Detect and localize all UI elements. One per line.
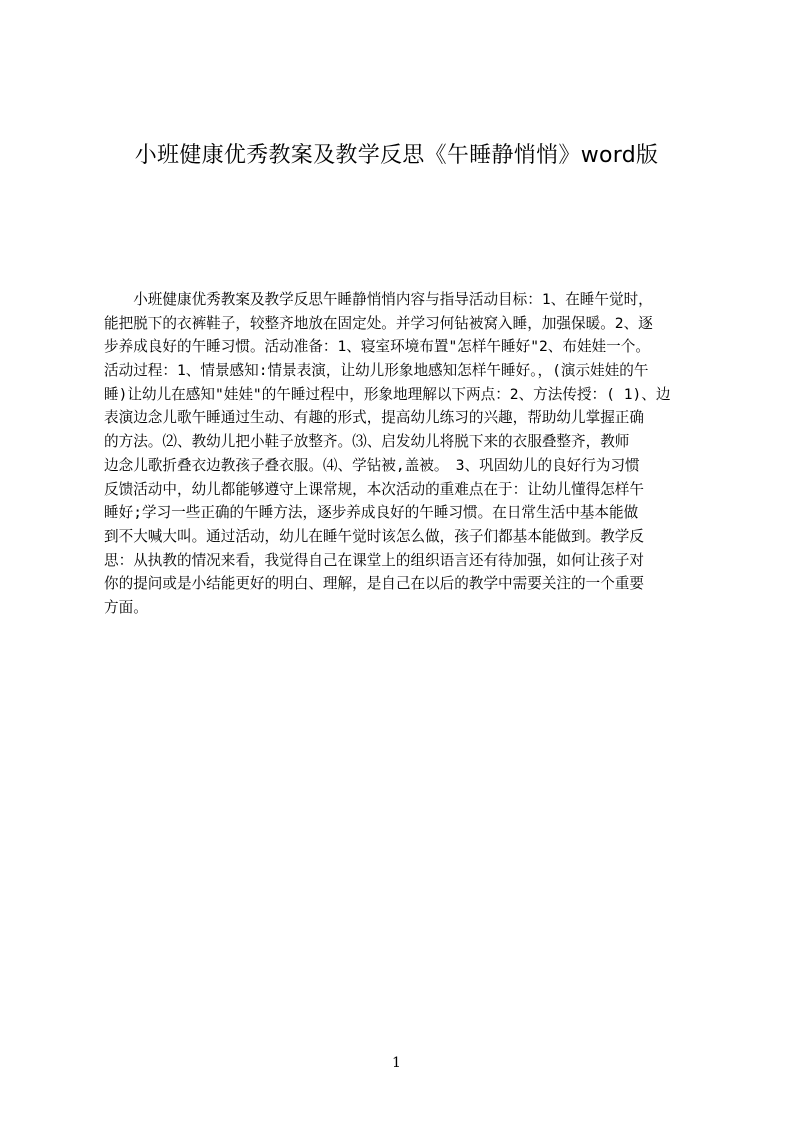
body-line: 反馈活动中，幼儿都能够遵守上课常规，本次活动的重难点在于：让幼儿懂得怎样午 (104, 480, 644, 498)
body-line: 步养成良好的午睡习惯。活动准备：1、寝室环境布置"怎样午睡好"2、布娃娃一个。 (104, 338, 650, 356)
page-number: 1 (392, 1055, 401, 1071)
body-line: 思：从执教的情况来看，我觉得自己在课堂上的组织语言还有待加强，如何让孩子对 (104, 551, 644, 569)
document-title: 小班健康优秀教案及教学反思《午睡静悄悄》word版 (134, 143, 659, 168)
body-line: 睡好;学习一些正确的午睡方法，逐步养成良好的午睡习惯。在日常生活中基本能做 (104, 504, 639, 522)
body-line: 睡)让幼儿在感知"娃娃"的午睡过程中，形象地理解以下两点：2、方法传授：( 1)、边 (104, 385, 671, 403)
body-line: 你的提问或是小结能更好的明白、理解，是自己在以后的教学中需要关注的一个重要 (104, 575, 644, 593)
body-line: 活动过程：1、情景感知:情景表演，让幼儿形象地感知怎样午睡好。，(演示娃娃的午 (104, 362, 649, 380)
body-line: 能把脱下的衣裤鞋子，较整齐地放在固定处。并学习何钻被窝入睡，加强保暖。2、逐 (104, 314, 653, 332)
body-line: 的方法。⑵、教幼儿把小鞋子放整齐。⑶、启发幼儿将脱下来的衣服叠整齐，教师 (104, 433, 630, 451)
body-line: 边念儿歌折叠衣边教孩子叠衣服。⑷、学钻被,盖被。 3、巩固幼儿的良好行为习惯 (104, 456, 640, 474)
body-line: 小班健康优秀教案及教学反思午睡静悄悄内容与指导活动目标：1、在睡午觉时， (104, 291, 653, 308)
document-body (104, 288, 698, 620)
body-line: 表演边念儿歌午睡通过生动、有趣的形式，提高幼儿练习的兴趣，帮助幼儿掌握正确 (104, 409, 644, 427)
body-line: 方面。 (104, 598, 148, 616)
body-line: 到不大喊大叫。通过活动，幼儿在睡午觉时该怎么做，孩子们都基本能做到。教学反 (104, 527, 644, 545)
